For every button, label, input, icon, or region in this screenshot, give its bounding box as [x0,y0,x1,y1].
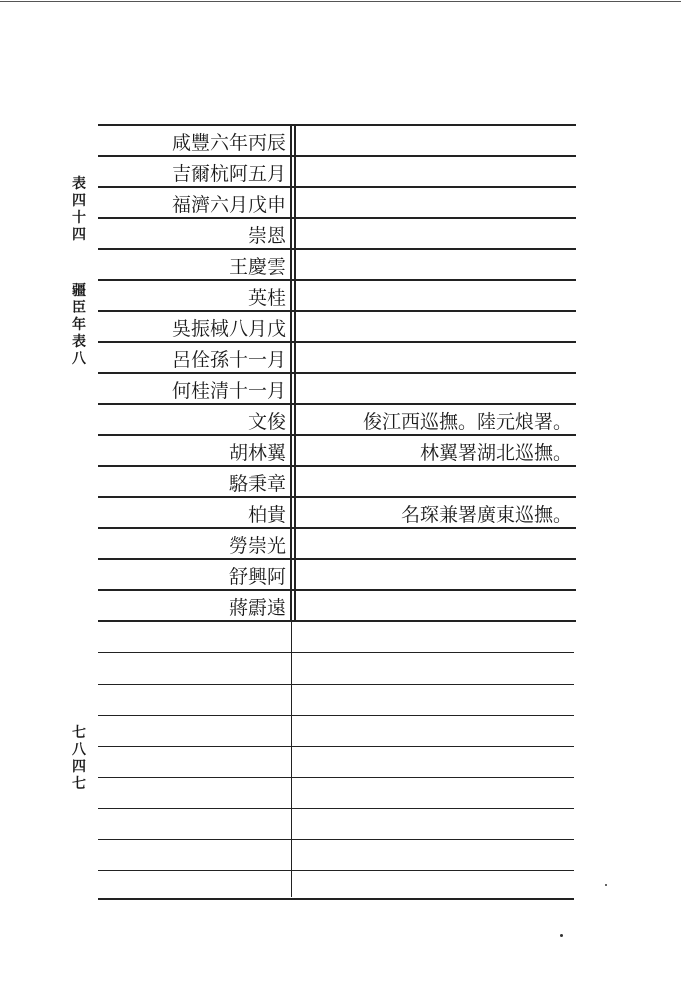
table-row-left: 王慶雲 [228,255,286,278]
table-row-left: 咸豐六年丙辰 [171,131,286,154]
empty-row-rule [98,870,574,871]
empty-row-rule [98,746,574,747]
table-row-right [300,529,574,559]
speck-dot [560,934,563,937]
row-rule [98,217,576,219]
table-row-left: 勞崇光 [228,534,286,557]
table-row-right [300,157,574,187]
row-rule [98,310,576,312]
speck-dot [605,884,607,886]
table-row-left: 駱秉章 [228,472,286,495]
table-row-right [300,281,574,311]
empty-row-rule [98,777,574,778]
table-row-left: 吉爾杭阿五月 [171,162,286,185]
row-rule [98,434,576,436]
side-subtitle: 疆臣年表八 [72,283,86,367]
table-row-left: 呂佺孫十一月 [171,348,286,371]
table-row-right [300,312,574,342]
table-row-left: 舒興阿 [228,565,286,588]
table-row-right [300,374,574,404]
table-row-right [300,250,574,280]
bottom-rule [98,898,574,900]
page-number: 七八四七 [72,725,86,792]
row-rule [98,341,576,343]
table-row-left: 崇恩 [247,224,286,247]
table-row-left: 蔣霨遠 [228,596,286,619]
empty-row-rule [98,839,574,840]
table-row-right [300,126,574,156]
table-row-left: 文俊 [247,410,286,433]
row-rule [98,124,576,126]
empty-row-rule [98,684,574,685]
row-rule [98,155,576,157]
row-rule [98,589,576,591]
table-row-left: 胡林翼 [228,441,286,464]
side-title: 表四十四 [72,176,86,243]
table-row-left: 柏貴 [247,503,286,526]
empty-row-rule [98,652,574,653]
row-rule [98,620,576,622]
table-row-right [300,188,574,218]
row-rule [98,248,576,250]
table-row-left: 福濟六月戊申 [171,193,286,216]
row-rule [98,186,576,188]
row-rule [98,403,576,405]
table-row-right [300,467,574,497]
table-row-left: 英桂 [247,286,286,309]
column-divider-lower [291,622,292,897]
empty-row-rule [98,715,574,716]
row-rule [98,372,576,374]
row-rule [98,496,576,498]
row-rule [98,527,576,529]
empty-row-rule [98,808,574,809]
row-rule [98,279,576,281]
table-row-right: 林翼署湖北巡撫。 [419,441,572,464]
table-row-right: 俊江西巡撫。陸元烺署。 [362,410,572,433]
top-border-line [0,1,681,2]
row-rule [98,465,576,467]
table-row-left: 何桂清十一月 [171,379,286,402]
table-row-right [300,343,574,373]
row-rule [98,558,576,560]
table-row-right [300,219,574,249]
table-row-right [300,591,574,621]
table-row-left: 吳振棫八月戊 [171,317,286,340]
table-row-right: 名琛兼署廣東巡撫。 [400,503,572,526]
table-row-right [300,560,574,590]
